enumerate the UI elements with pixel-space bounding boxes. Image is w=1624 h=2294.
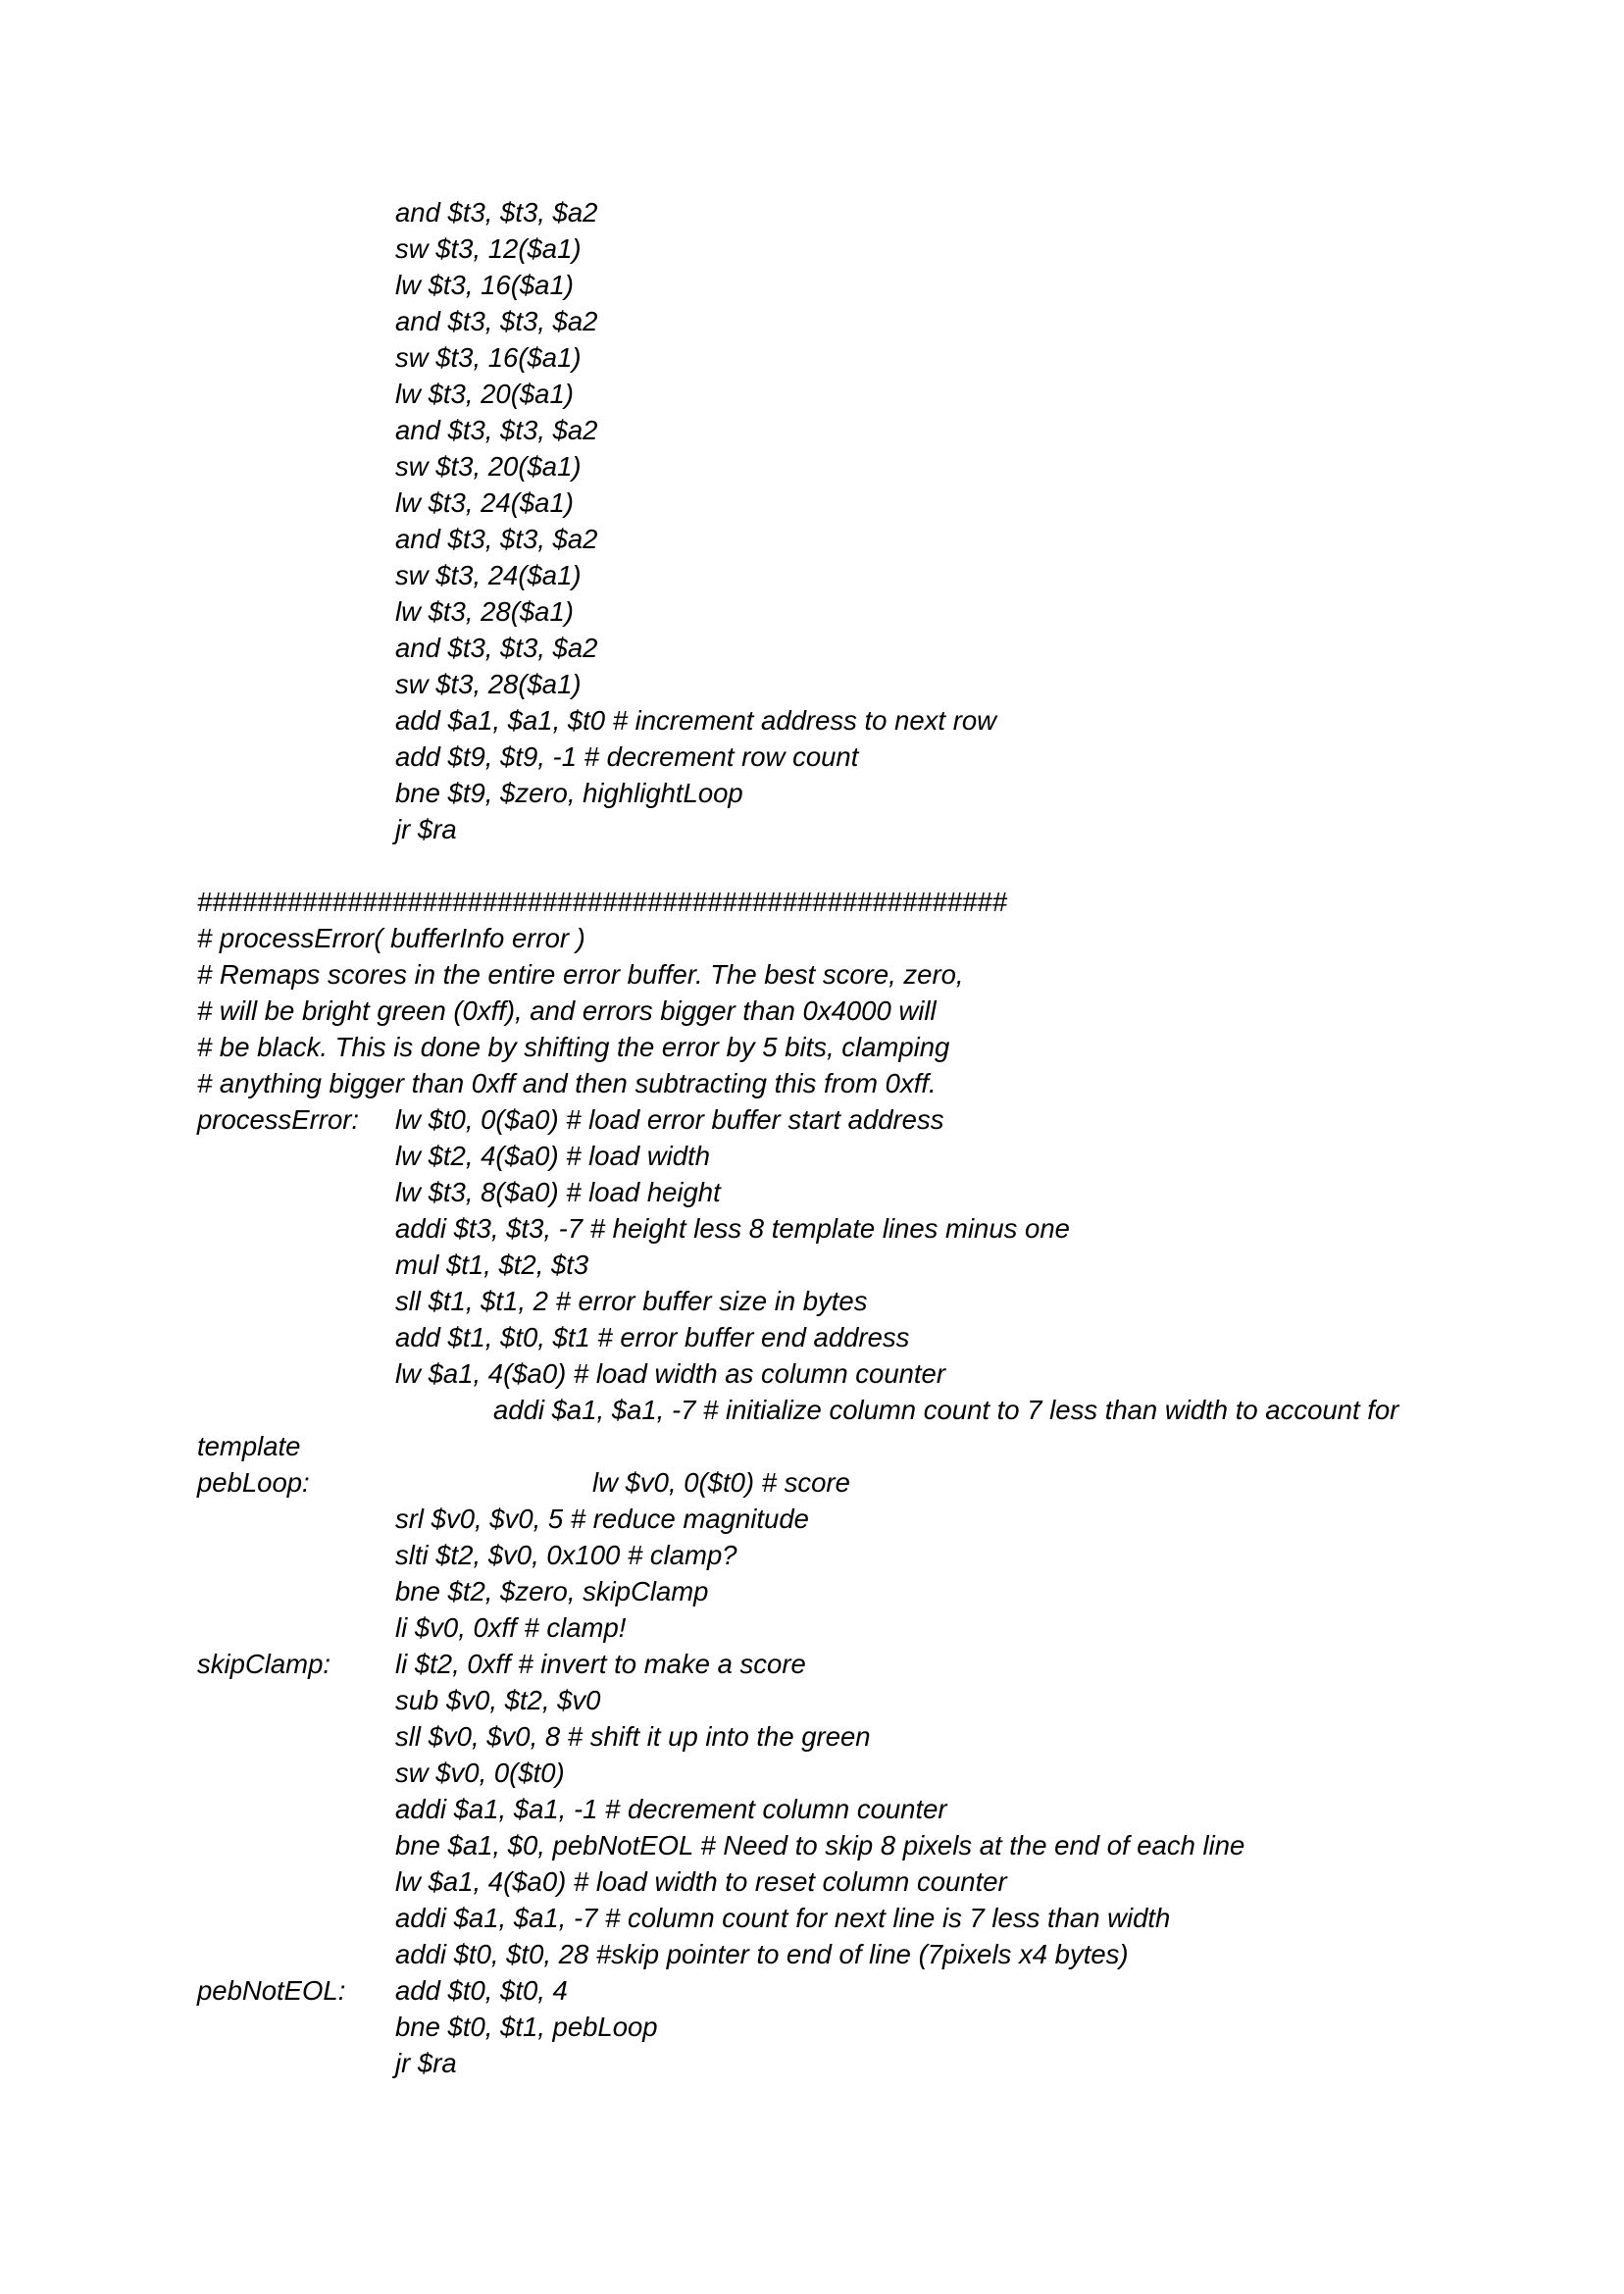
comment-line: # processError( bufferInfo error ) — [197, 923, 585, 953]
code-line: addi $t0, $t0, 28 #skip pointer to end of line (7pixels x4 bytes) — [395, 1939, 1129, 1969]
code-line: sw $t3, 12($a1) — [395, 233, 582, 264]
code-line: lw $t2, 4($a0) # load width — [395, 1141, 711, 1171]
code-line: addi $a1, $a1, -7 # column count for next line is 7 less than width — [395, 1903, 1171, 1933]
comment-line: # anything bigger than 0xff and then subtracting this from 0xff. — [197, 1068, 937, 1098]
code-line: bne $t2, $zero, skipClamp — [395, 1576, 709, 1606]
code-line: jr $ra — [395, 2048, 457, 2078]
code-line: add $a1, $a1, $t0 # increment address to next row — [395, 705, 997, 736]
code-line: addi $t3, $t3, -7 # height less 8 template lines minus one — [395, 1213, 1070, 1244]
code-line: mul $t1, $t2, $t3 — [395, 1249, 589, 1280]
code-line-wrapped: addi $a1, $a1, -7 # initialize column count to 7 less than width to account for — [493, 1395, 1399, 1425]
code-line: add $t1, $t0, $t1 # error buffer end address — [395, 1322, 910, 1352]
comment-line: # will be bright green (0xff), and errors bigger than 0x4000 will — [197, 995, 937, 1026]
code-line: bne $t9, $zero, highlightLoop — [395, 778, 743, 808]
label-process-error: processError: — [197, 1104, 360, 1135]
code-line: add $t0, $t0, 4 — [395, 1975, 568, 2006]
code-line: and $t3, $t3, $a2 — [395, 415, 598, 445]
code-line: sw $t3, 28($a1) — [395, 669, 582, 699]
code-line: sw $t3, 24($a1) — [395, 560, 582, 590]
code-line: sll $t1, $t1, 2 # error buffer size in bytes — [395, 1286, 868, 1316]
code-line: lw $t3, 28($a1) — [395, 596, 574, 627]
code-line: and $t3, $t3, $a2 — [395, 306, 598, 336]
code-line: lw $t3, 8($a0) # load height — [395, 1177, 721, 1207]
comment-line: # Remaps scores in the entire error buffer. The best score, zero, — [197, 959, 964, 990]
code-line-continuation: template — [197, 1431, 301, 1461]
label-peb-not-eol: pebNotEOL: — [197, 1975, 346, 2006]
comment-separator: ###################################################### — [197, 887, 1007, 917]
code-line: lw $v0, 0($t0) # score — [592, 1467, 850, 1498]
code-line: jr $ra — [395, 814, 457, 844]
code-line: and $t3, $t3, $a2 — [395, 524, 598, 554]
label-skip-clamp: skipClamp: — [197, 1649, 331, 1679]
code-line: bne $t0, $t1, pebLoop — [395, 2012, 658, 2042]
code-line: srl $v0, $v0, 5 # reduce magnitude — [395, 1504, 809, 1534]
code-line: li $t2, 0xff # invert to make a score — [395, 1649, 806, 1679]
code-line: sw $t3, 20($a1) — [395, 451, 582, 482]
code-line: sub $v0, $t2, $v0 — [395, 1685, 601, 1715]
comment-line: # be black. This is done by shifting the error by 5 bits, clamping — [197, 1032, 950, 1062]
code-line: bne $a1, $0, pebNotEOL # Need to skip 8 pixels at the end of each line — [395, 1830, 1245, 1861]
code-line: lw $t3, 20($a1) — [395, 379, 574, 409]
code-line: lw $t3, 24($a1) — [395, 487, 574, 518]
code-line: sw $t3, 16($a1) — [395, 342, 582, 373]
code-line: lw $t0, 0($a0) # load error buffer start address — [395, 1104, 944, 1135]
code-line: add $t9, $t9, -1 # decrement row count — [395, 741, 859, 772]
label-peb-loop: pebLoop: — [197, 1467, 310, 1498]
code-line: lw $t3, 16($a1) — [395, 270, 574, 300]
code-line: and $t3, $t3, $a2 — [395, 197, 598, 228]
code-line: sll $v0, $v0, 8 # shift it up into the green — [395, 1721, 871, 1752]
code-line: slti $t2, $v0, 0x100 # clamp? — [395, 1540, 737, 1570]
code-line: sw $v0, 0($t0) — [395, 1758, 565, 1788]
code-line: addi $a1, $a1, -1 # decrement column counter — [395, 1794, 947, 1824]
code-line: and $t3, $t3, $a2 — [395, 633, 598, 663]
code-line: lw $a1, 4($a0) # load width to reset column counter — [395, 1866, 1007, 1897]
code-line: li $v0, 0xff # clamp! — [395, 1612, 627, 1643]
code-line: lw $a1, 4($a0) # load width as column counter — [395, 1358, 946, 1389]
